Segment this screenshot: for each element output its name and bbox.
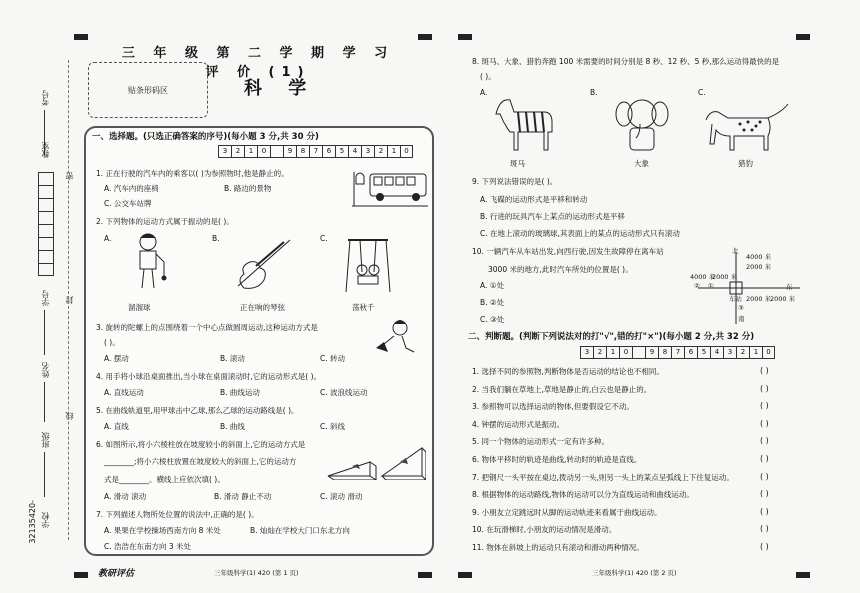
map-east: 东 [786,283,793,291]
judge-item: 6. 物体平移时的轨迹是曲线,转动时的轨迹是直线。 [472,455,642,464]
q2-img-label-c: 荡秋千 [352,303,375,312]
q6-opt-c: C. 滚动 滑动 [320,492,363,501]
score-cell: 2 [593,346,606,359]
q3-text: 3. 旋转的陀螺上的点围绕着一个中心点做圆周运动,这种运动方式是 [96,323,318,332]
score-cell: 4 [348,145,361,158]
violin-illustration [232,236,294,294]
q3-opt-c: C. 转动 [320,354,346,363]
q5-text: 5. 在曲线轨道里,用甲球击中乙球,那么乙球的运动路线是( )。 [96,406,299,415]
map-w1: 4000 米 [690,273,716,281]
q2-opt-a: A. [104,234,112,243]
score-cell: 2 [736,346,749,359]
q2-text: 2. 下列物体的运动方式属于振动的是( )。 [96,217,234,226]
q9-opt-b: B. 行进的玩具汽车上某点的运动形式是平移 [480,212,625,221]
q3-opt-b: B. 滚动 [220,354,245,363]
judge-item: 11. 物体在斜坡上的运动只有滚动和滑动两种情况。 [472,543,644,552]
map-north: 北 [732,247,739,255]
room-number-boxes [38,172,54,276]
score-cell: 3 [361,145,374,158]
score-cell: 1 [749,346,762,359]
registration-mark [796,572,810,578]
judge-item: 5. 同一个物体的运动形式一定有许多种。 [472,437,610,447]
score-cell: 2 [374,145,387,158]
judge-answer-blank[interactable]: ( ) [760,401,769,411]
judge-item: 2. 当我们躺在草地上,草地是静止的,白云也是静止的。 [472,384,652,394]
q7-opt-a: A. 果果在学校操场西南方向 8 米处 [104,526,221,535]
judge-answer-blank[interactable]: ( ) [760,366,769,375]
seal-char-mi: 密 [65,172,74,180]
slope-illustration [326,444,426,480]
judge-item: 10. 在玩滑梯时,小朋友的运动情况是滑动。 [472,525,617,535]
q8-label-cheetah: 猎豹 [738,159,753,168]
q6-opt-a: A. 滑动 滚动 [104,492,147,501]
judge-item: 8. 根据物体的运动路线,物体的运动可以分为直线运动和曲线运动。 [472,490,694,500]
cheetah-illustration [700,96,790,154]
judge-item: 4. 钟摆的运动形式是振动。 [472,419,565,429]
map-n2: 2000 米 [746,263,772,271]
map-n1: 4000 米 [746,253,772,261]
q7-opt-b: B. 灿灿在学校大门口东北方向 [250,526,350,535]
q10-opt-a: A. ①处 [480,281,504,290]
exam-title: 三 年 级 第 二 学 期 学 习 评 价 (1) [121,46,395,80]
seal-line [68,60,69,540]
label-banji: 班级 [41,432,50,448]
score-cell: 8 [296,145,309,158]
bus-illustration [350,166,430,212]
score-cell: 3 [580,346,593,359]
judge-answer-blank[interactable]: ( ) [760,418,769,428]
fill-line [44,382,45,422]
q10-opt-c: C. ③处 [480,315,505,324]
score-cell: 9 [645,346,658,359]
q4-text: 4. 用手将小球沿桌面推出,当小球在桌面滚动时,它的运动形式是( )。 [96,372,322,381]
map-station: 车站 [729,295,742,303]
score-cell: 2 [231,145,244,158]
q2-img-label-b: 正在响的琴弦 [240,303,285,312]
fill-line [44,310,45,355]
judge-item: 3. 参照物可以选择运动的物体,但要假设它不动。 [472,402,634,412]
swing-illustration [344,236,392,294]
q3-opt-a: A. 摆动 [104,354,129,363]
registration-mark [74,572,88,578]
score-cell: 1 [606,346,619,359]
judge-answer-blank[interactable]: ( ) [760,454,769,463]
yoyo-boy-illustration [126,232,170,292]
registration-mark [418,34,432,40]
q8-letter-c: C. [698,88,706,97]
q9-opt-a: A. 飞碟的运动形式是平移和转动 [480,195,588,204]
section-1-heading: 一、选择题。(只选正确答案的序号)(每小题 3 分,共 30 分) [92,132,319,142]
seal-char-feng: 封 [65,296,74,304]
q8-letter-a: A. [480,88,488,97]
score-cell: 0 [762,346,775,359]
judge-answer-blank[interactable]: ( ) [760,506,769,516]
score-cell: 9 [283,145,296,158]
q2-opt-b: B. [212,234,220,243]
judge-answer-blank[interactable]: ( ) [760,524,769,534]
judge-answer-blank[interactable]: ( ) [760,471,769,481]
judge-answer-blank[interactable]: ( ) [760,436,769,446]
footer-page-2: 三年级科学(1) 420 (第 2 页) [592,569,677,577]
q10-opt-b: B. ②处 [480,298,505,307]
q7-opt-c: C. 浩浩在东南方向 3 米处 [104,542,192,551]
q9-text: 9. 下列说法错误的是( )。 [472,177,558,186]
zebra-illustration [486,94,556,154]
score-cell: 3 [218,145,231,158]
fill-line [44,452,45,497]
judge-answer-blank[interactable]: ( ) [760,542,769,551]
score-cell: 5 [697,346,710,359]
q3-text-2: ( )。 [104,338,120,347]
label-xuexiao: 学校 [41,512,50,528]
q6-text-3: 式是________。横线上应依次填( )。 [104,475,225,484]
label-xingming: 姓名 [41,362,50,378]
q7-text: 7. 下列描述人物所处位置的说法中,正确的是( )。 [96,510,259,519]
score-cell [270,145,283,158]
q8-label-zebra: 斑马 [510,159,525,168]
q10-text: 10. 一辆汽车从车站出发,向西行驶,因发生故障停在离车站 [472,247,664,256]
score-cell: 5 [335,145,348,158]
registration-mark [418,572,432,578]
q4-opt-c: C. 波浪线运动 [320,388,368,397]
q8-letter-b: B. [590,88,598,97]
score-cell: 0 [619,346,632,359]
score-bar-2 [580,346,775,359]
q4-opt-a: A. 直线运动 [104,388,144,397]
judge-answer-blank[interactable]: ( ) [760,489,769,499]
map-e2: 2000 米 [770,295,796,303]
sidebar-code: 32135420- [28,500,37,544]
registration-mark [458,572,472,578]
map-e1: 2000 米 [746,295,772,303]
seal-char-xian: 线 [65,412,74,420]
map-point-3: ③ [738,304,744,312]
score-cell: 0 [400,145,413,158]
score-cell: 0 [257,145,270,158]
q1-opt-a: A. 汽车内的座椅 [104,184,159,193]
q6-text-2: ________;将小六棱柱放置在坡度较大的斜面上,它的运动方 [104,457,297,466]
score-cell [632,346,645,359]
judge-item: 1. 选择不同的参照物,判断物体是否运动的结论也不相同。 [472,367,664,376]
q8-label-elephant: 大象 [634,159,649,168]
map-point-2: ② [694,282,700,290]
judge-item: 7. 把钢尺一头平按在桌边,拨动另一头,则另一头上的某点呈弧线上下往复运动。 [472,472,734,482]
score-cell: 3 [723,346,736,359]
q6-opt-b: B. 滑动 静止不动 [214,492,272,501]
q5-opt-a: A. 直线 [104,422,129,431]
footer-page-1: 三年级科学(1) 420 (第 1 页) [214,569,299,577]
registration-mark [796,34,810,40]
score-cell: 6 [322,145,335,158]
q2-opt-c: C. [320,234,328,243]
score-bar-1 [218,145,413,158]
barcode-area: 贴条形码区 [88,62,208,118]
footer-logo: 教研评估 [98,569,135,579]
score-cell: 6 [684,346,697,359]
registration-mark [458,34,472,40]
q4-opt-b: B. 曲线运动 [220,388,260,397]
score-cell: 7 [671,346,684,359]
q1-opt-b: B. 路边的景物 [224,184,272,193]
judge-item: 9. 小朋友立定跳远时从脚的运动轨迹来看属于曲线运动。 [472,507,662,517]
score-cell: 1 [244,145,257,158]
score-cell: 1 [387,145,400,158]
q5-opt-c: C. 斜线 [320,422,346,431]
q2-img-label-a: 溜溜球 [128,303,151,312]
registration-mark [74,34,88,40]
label-jiaoshi: 教室 [41,142,50,158]
q8-text-2: ( )。 [480,72,496,81]
direction-map [690,246,810,326]
elephant-illustration [612,94,672,154]
q6-text: 6. 如图所示,将小六棱柱放在坡度较小的斜面上,它的运动方式是 [96,440,306,449]
score-cell: 8 [658,346,671,359]
judge-answer-blank[interactable]: ( ) [760,383,769,393]
top-spinning-illustration [372,318,418,358]
section-2-heading: 二、判断题。(判断下列说法对的打"√",错的打"×")(每小题 2 分,共 32 分) [468,332,755,342]
q1-text: 1. 正在行驶的汽车内的乘客以( )为参照物时,他是静止的。 [96,169,289,178]
map-w2: 2000 米 [712,273,738,281]
q1-opt-c: C. 公交车站牌 [104,199,152,208]
q8-text: 8. 斑马、大象、猎豹奔跑 100 米需要的时间分别是 8 秒、12 秒、5 秒,那么运动得最快的是 [472,57,780,66]
score-cell: 4 [710,346,723,359]
subject-title: 科 学 [244,78,317,99]
map-point-1: ① [708,282,714,290]
map-south: 南 [738,315,745,323]
q5-opt-b: B. 曲线 [220,422,245,431]
score-cell: 7 [309,145,322,158]
q10-text-2: 3000 米的地方,此时汽车所处的位置是( )。 [488,265,633,274]
label-kaohao: 考号 [41,90,50,106]
q9-opt-c: C. 在地上滚动的玻璃球,其表面上的某点的运动形式只有滚动 [480,229,680,238]
label-xuehao: 学号 [41,290,50,306]
